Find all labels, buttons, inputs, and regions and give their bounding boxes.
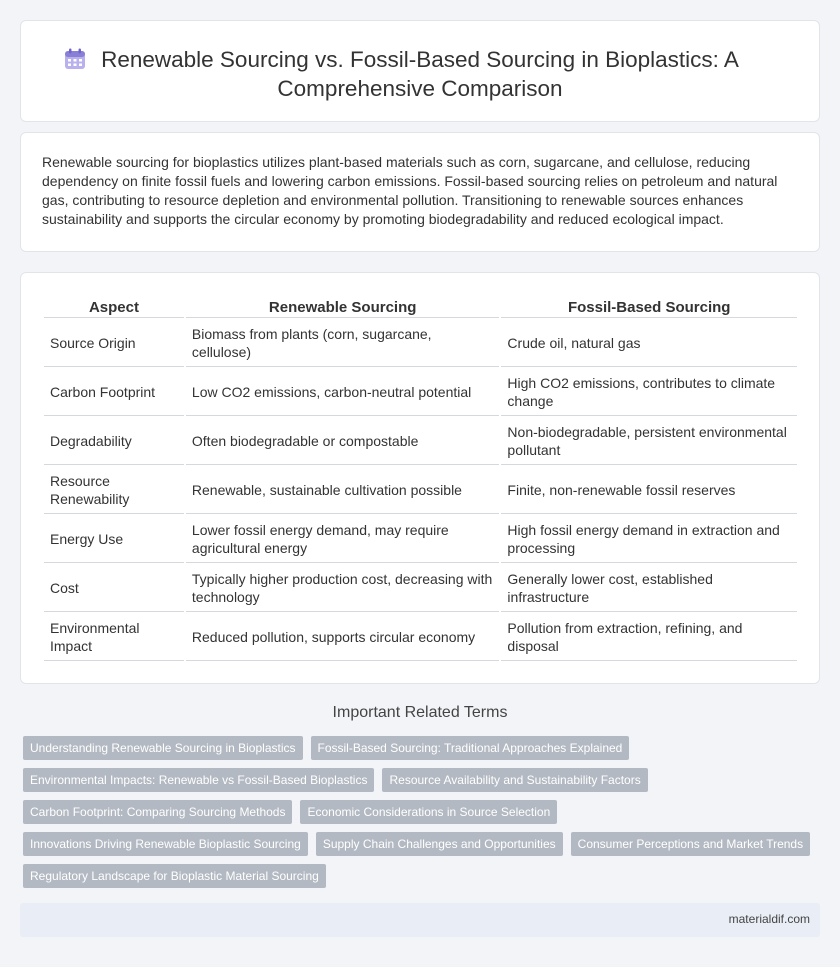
related-term-link[interactable]: Innovations Driving Renewable Bioplastic Sourcing	[23, 832, 308, 856]
table-row	[44, 320, 797, 367]
footer	[20, 903, 820, 937]
cell-renewable: Often biodegradable or compostable	[186, 418, 500, 465]
related-term-link[interactable]: Resource Availability and Sustainability Factors	[382, 768, 647, 792]
related-terms-heading: Important Related Terms	[332, 704, 508, 721]
related-term-link[interactable]: Fossil-Based Sourcing: Traditional Approaches Explained	[311, 736, 630, 760]
related-term-link[interactable]: Economic Considerations in Source Selection	[300, 800, 557, 824]
table-row	[44, 516, 797, 563]
cell-fossil: High CO2 emissions, contributes to climate change	[501, 369, 797, 416]
table-header-row	[44, 296, 797, 318]
footer-site-link[interactable]: materialdif.com	[728, 912, 810, 926]
table-row	[44, 418, 797, 465]
table-row	[44, 565, 797, 612]
cell-renewable: Lower fossil energy demand, may require agricultural energy	[186, 516, 500, 563]
cell-renewable: Reduced pollution, supports circular economy	[186, 614, 500, 661]
related-term-link[interactable]: Environmental Impacts: Renewable vs Fossil-Based Bioplastics	[23, 768, 374, 792]
title-card	[20, 20, 820, 122]
page-title: Renewable Sourcing vs. Fossil-Based Sourcing in Bioplastics: A Comprehensive Comparison	[101, 47, 739, 101]
header-aspect: Aspect	[44, 296, 184, 318]
related-term-link[interactable]: Supply Chain Challenges and Opportunities	[316, 832, 563, 856]
cell-aspect: Degradability	[44, 418, 184, 465]
related-term-link[interactable]: Regulatory Landscape for Bioplastic Material Sourcing	[23, 864, 326, 888]
table-row	[44, 369, 797, 416]
header-renewable: Renewable Sourcing	[186, 296, 500, 318]
related-term-link[interactable]: Consumer Perceptions and Market Trends	[571, 832, 810, 856]
cell-fossil: Pollution from extraction, refining, and disposal	[501, 614, 797, 661]
cell-fossil: High fossil energy demand in extraction and processing	[501, 516, 797, 563]
related-term-link[interactable]: Carbon Footprint: Comparing Sourcing Methods	[23, 800, 292, 824]
cell-fossil: Generally lower cost, established infrastructure	[501, 565, 797, 612]
comparison-table	[42, 294, 799, 663]
intro-card	[20, 132, 820, 252]
cell-fossil: Finite, non-renewable fossil reserves	[501, 467, 797, 514]
table-row	[44, 614, 797, 661]
cell-renewable: Low CO2 emissions, carbon-neutral potential	[186, 369, 500, 416]
cell-aspect: Carbon Footprint	[44, 369, 184, 416]
related-terms-list	[23, 736, 823, 888]
header-fossil: Fossil-Based Sourcing	[501, 296, 797, 318]
cell-aspect: Energy Use	[44, 516, 184, 563]
table-row	[44, 467, 797, 514]
cell-renewable: Renewable, sustainable cultivation possible	[186, 467, 500, 514]
cell-aspect: Environmental Impact	[44, 614, 184, 661]
intro-paragraph: Renewable sourcing for bioplastics utilizes plant-based materials such as corn, sugarcane, and cellulose, reducing dependency on finite fossil fuels and lowering carbon emissions. Fossil-based sourcing relies on petroleum and natural gas, contributing to resource depletion and environmental pollution. Transitioning to renewable sources enhances sustainability and supports the circular economy by promoting biodegradability and reduced ecological impact.	[42, 154, 778, 227]
cell-renewable: Typically higher production cost, decreasing with technology	[186, 565, 500, 612]
cell-fossil: Non-biodegradable, persistent environmental pollutant	[501, 418, 797, 465]
cell-aspect: Source Origin	[44, 320, 184, 367]
cell-fossil: Crude oil, natural gas	[501, 320, 797, 367]
related-term-link[interactable]: Understanding Renewable Sourcing in Bioplastics	[23, 736, 303, 760]
comparison-table-card	[20, 272, 820, 684]
cell-aspect: Cost	[44, 565, 184, 612]
cell-aspect: Resource Renewability	[44, 467, 184, 514]
cell-renewable: Biomass from plants (corn, sugarcane, cellulose)	[186, 320, 500, 367]
